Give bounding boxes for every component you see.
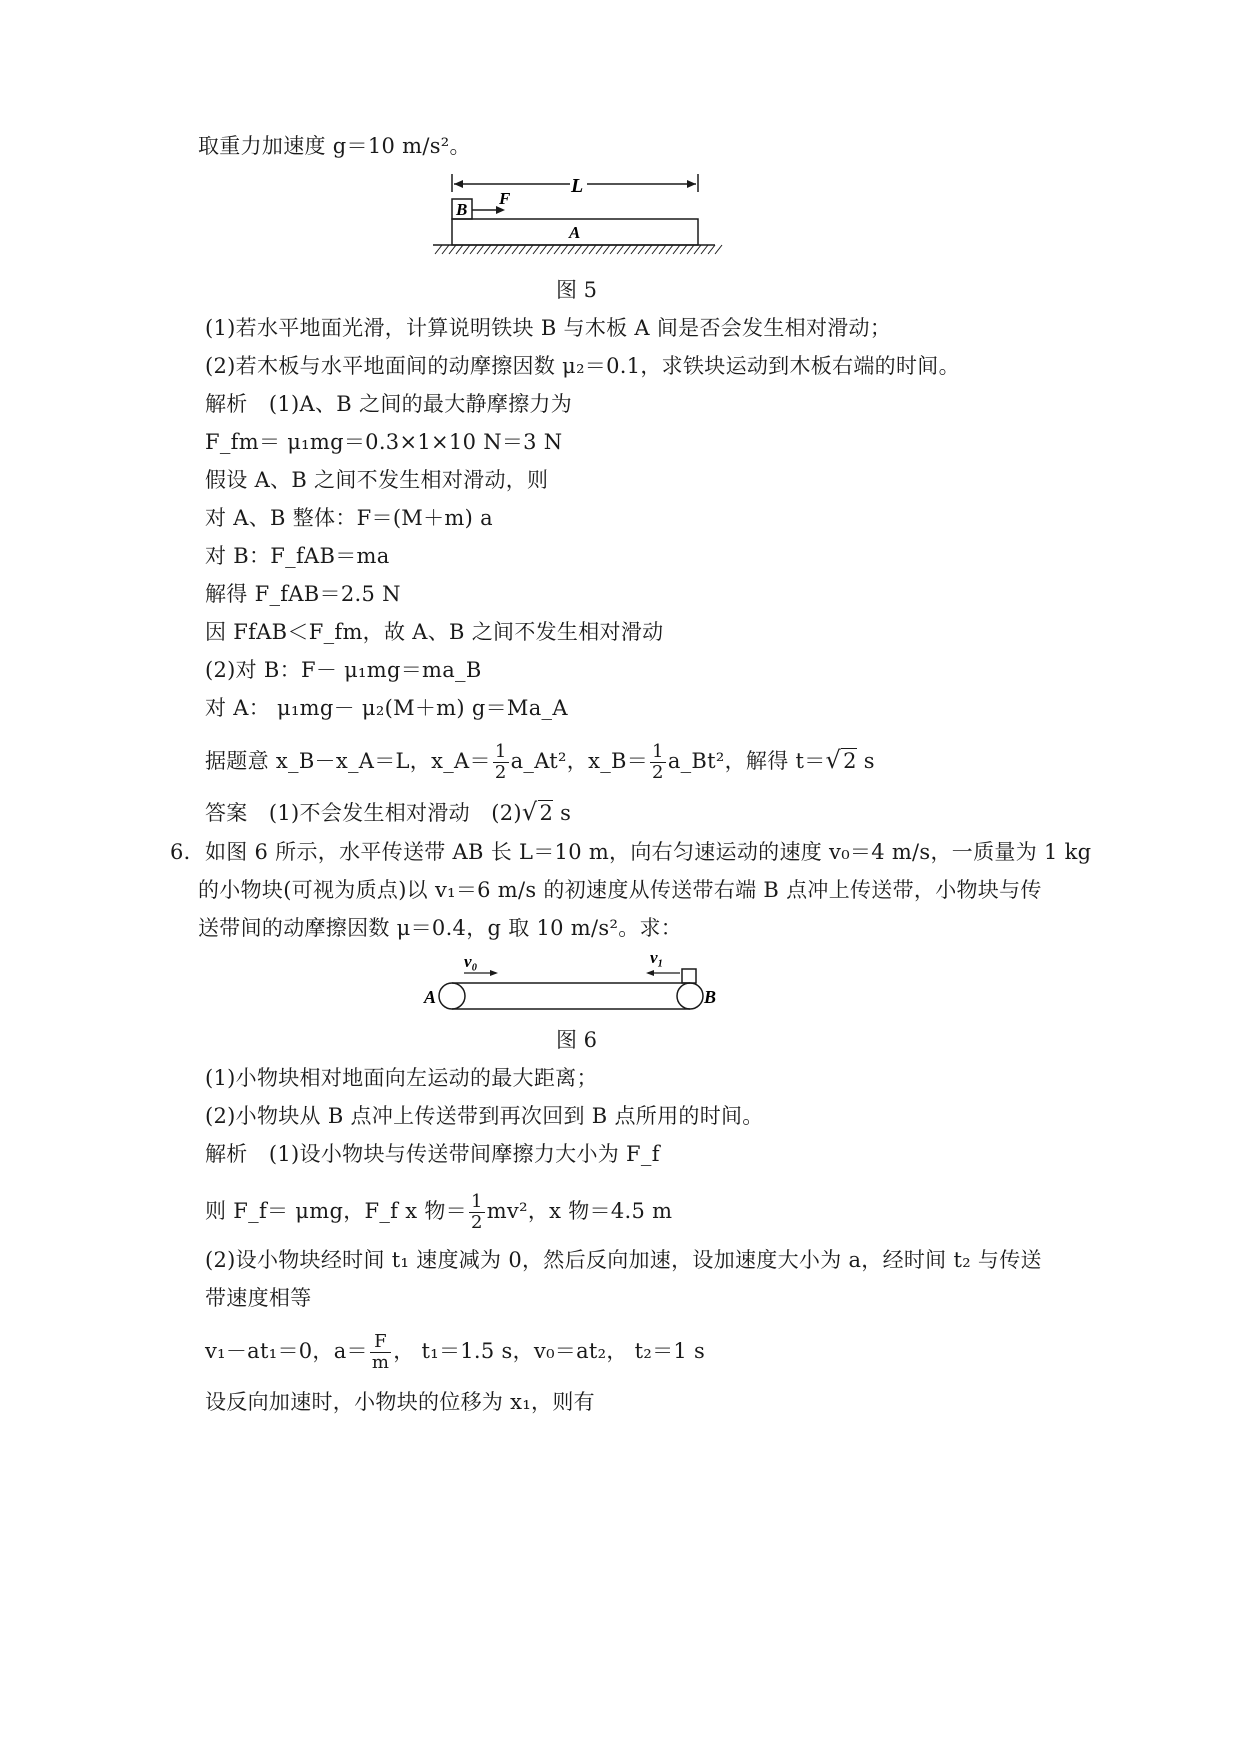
ground-hatch xyxy=(568,245,575,254)
denominator: m xyxy=(371,1352,390,1373)
label-A: A xyxy=(569,223,581,242)
problem-6-line: 送带间的动摩擦因数 μ＝0.4，g 取 10 m/s²。求： xyxy=(198,916,683,940)
denominator: 2 xyxy=(470,1212,483,1233)
question-1: (1)小物块相对地面向左运动的最大距离； xyxy=(205,1066,598,1090)
ground-hatch xyxy=(435,245,442,254)
answer-line xyxy=(205,798,571,827)
ground-hatch xyxy=(554,245,561,254)
fraction xyxy=(370,1332,391,1373)
ground-hatch xyxy=(603,245,610,254)
solution-line: (2)对 B：F－ μ₁mg＝ma_B xyxy=(205,658,482,682)
label-B: B xyxy=(704,987,717,1007)
ground-hatch xyxy=(526,245,533,254)
ground-hatch xyxy=(582,245,589,254)
numerator: 1 xyxy=(494,741,507,762)
ground-hatch xyxy=(470,245,477,254)
ground-hatch xyxy=(463,245,470,254)
ground-hatch xyxy=(512,245,519,254)
ground-hatch xyxy=(701,245,708,254)
fraction xyxy=(650,742,666,783)
solution-line-fractions xyxy=(205,742,875,783)
sqrt-value: 2 xyxy=(539,801,554,825)
solution-line: 解析 (1)A、B 之间的最大静摩擦力为 xyxy=(205,392,573,416)
numerator: F xyxy=(370,1332,391,1353)
solution-line: (2)设小物块经时间 t₁ 速度减为 0，然后反向加速，设加速度大小为 a，经时间 t₂ 与传送 xyxy=(205,1248,1042,1272)
solution-line: 带速度相等 xyxy=(205,1286,312,1310)
ground-hatch xyxy=(652,245,659,254)
ground-hatch xyxy=(645,245,652,254)
ground-hatch xyxy=(505,245,512,254)
ground-hatch xyxy=(547,245,554,254)
solution-line: F_fm＝ μ₁mg＝0.3×1×10 N＝3 N xyxy=(205,430,563,454)
ground-hatch xyxy=(561,245,568,254)
question-2: (2)小物块从 B 点冲上传送带到再次回到 B 点所用的时间。 xyxy=(205,1104,764,1128)
label-L: L xyxy=(571,175,584,197)
question-1: (1)若水平地面光滑，计算说明铁块 B 与木板 A 间是否会发生相对滑动； xyxy=(205,316,892,340)
ground-hatch xyxy=(694,245,701,254)
ground-hatch xyxy=(666,245,673,254)
solution-line: 因 FfAB＜F_fm，故 A、B 之间不发生相对滑动 xyxy=(205,620,664,644)
solution-line-fraction xyxy=(205,1332,705,1373)
text-segment: 据题意 x_B－x_A＝L，x_A＝ xyxy=(205,749,491,773)
ground-hatch xyxy=(659,245,666,254)
problem-6-line: 6．如图 6 所示，水平传送带 AB 长 L＝10 m，向右匀速运动的速度 v₀＝4 m/s，一质量为 1 kg xyxy=(170,840,1092,864)
ground-hatch xyxy=(498,245,505,254)
text-segment: mv² xyxy=(486,1199,528,1223)
ground-hatch xyxy=(533,245,540,254)
ground-hatch xyxy=(491,245,498,254)
text-segment: a_Bt²，解得 t＝ xyxy=(667,749,826,773)
figure-6-caption: 图 6 xyxy=(556,1028,598,1052)
sqrt-sign: √ xyxy=(521,798,538,826)
solution-line: 设反向加速时，小物块的位移为 x₁，则有 xyxy=(205,1390,595,1414)
solution-line: 解得 F_fAB＝2.5 N xyxy=(205,582,401,606)
answer-text: 答案 (1)不会发生相对滑动 (2) xyxy=(205,801,522,825)
ground-hatch xyxy=(442,245,449,254)
ground-hatch xyxy=(540,245,547,254)
text-segment: a_At²，x_B＝ xyxy=(510,749,649,773)
ground-hatch xyxy=(449,245,456,254)
ground-hatch xyxy=(589,245,596,254)
ground-hatch xyxy=(575,245,582,254)
unit: s xyxy=(553,801,572,825)
sqrt-sign: √ xyxy=(825,746,842,774)
ground-hatch xyxy=(680,245,687,254)
label-F: F xyxy=(499,189,511,208)
ground-hatch xyxy=(624,245,631,254)
figure-5 xyxy=(425,170,725,262)
figure-5-caption: 图 5 xyxy=(556,278,598,302)
figure-6 xyxy=(420,945,730,1017)
denominator: 2 xyxy=(494,762,507,783)
text-segment: v₁－at₁＝0，a＝ xyxy=(205,1339,368,1363)
ground-hatch xyxy=(673,245,680,254)
ground-hatch xyxy=(477,245,484,254)
solution-line: 解析 (1)设小物块与传送带间摩擦力大小为 F_f xyxy=(205,1142,660,1166)
solution-line: 对 B：F_fAB＝ma xyxy=(205,544,390,568)
ground-hatch xyxy=(610,245,617,254)
solution-line: 对 A： μ₁mg－ μ₂(M＋m) g＝Ma_A xyxy=(205,696,568,720)
text-segment: ，x 物＝4.5 m xyxy=(527,1199,673,1223)
ground-hatch xyxy=(631,245,638,254)
solution-line: 对 A、B 整体：F＝(M＋m) a xyxy=(205,506,493,530)
fraction xyxy=(469,1192,485,1233)
fraction xyxy=(493,742,509,783)
denominator: 2 xyxy=(652,762,664,783)
label-v1: v₁ xyxy=(650,948,664,967)
problem-6-line: 的小物块(可视为质点)以 v₁＝6 m/s 的初速度从传送带右端 B 点冲上传送带，小物块与传 xyxy=(198,878,1042,902)
text-line: 取重力加速度 g＝10 m/s²。 xyxy=(198,134,471,158)
label-A: A xyxy=(424,987,437,1007)
label-v0: v₀ xyxy=(464,952,478,971)
numerator: 1 xyxy=(652,741,664,762)
text-segment: ， t₁＝1.5 s，v₀＝at₂， t₂＝1 s xyxy=(393,1339,706,1363)
sqrt-value: 2 xyxy=(843,749,857,773)
ground-hatch xyxy=(687,245,694,254)
unit: s xyxy=(856,749,875,773)
solution-line: 假设 A、B 之间不发生相对滑动，则 xyxy=(205,468,549,492)
solution-line-fraction xyxy=(205,1192,672,1233)
label-B: B xyxy=(456,200,468,219)
ground-hatch xyxy=(715,245,722,254)
numerator: 1 xyxy=(470,1191,483,1212)
ground-hatch xyxy=(638,245,645,254)
ground-hatch xyxy=(708,245,715,254)
ground-hatch xyxy=(519,245,526,254)
ground-hatch xyxy=(617,245,624,254)
ground-hatch xyxy=(456,245,463,254)
text-segment: 则 F_f＝ μmg，F_f x 物＝ xyxy=(205,1199,467,1223)
ground-hatch xyxy=(596,245,603,254)
question-2: (2)若木板与水平地面间的动摩擦因数 μ₂＝0.1，求铁块运动到木板右端的时间。 xyxy=(205,354,960,378)
ground-hatch xyxy=(484,245,491,254)
